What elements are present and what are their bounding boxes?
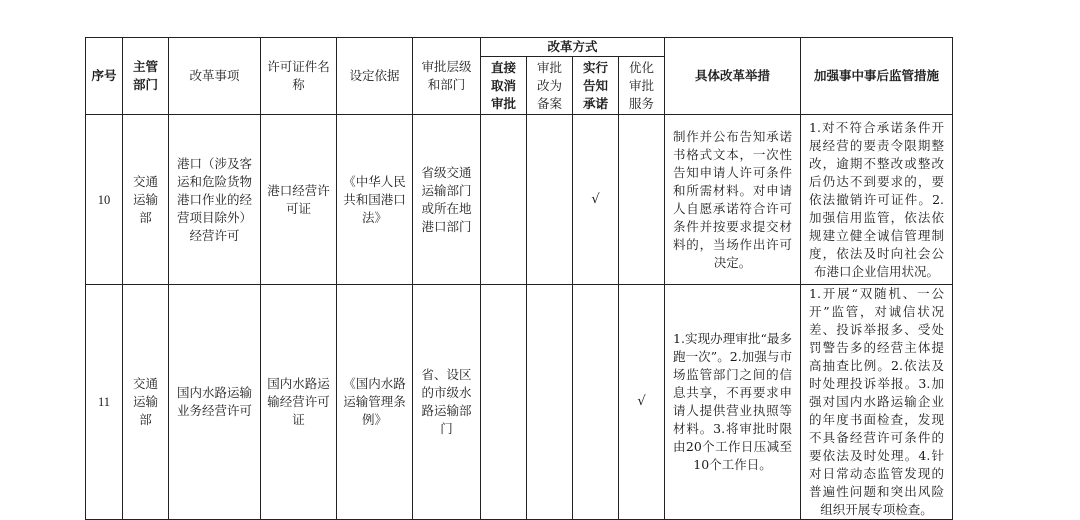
cell-dept: 交通运输部 <box>123 285 169 520</box>
cell-basis: 《国内水路运输管理条例》 <box>337 285 413 520</box>
cell-supervision: 1.开展“双随机、一公开”监管，对诚信状况差、投诉举报多、受处罚警告多的经营主体提高抽查比例。2.依法及时处理投诉举报。3.加强对国内水路运输企业的年度书面检查，发现不具备经营许可条件的要依法及时处理。4.针对日常动态监管发现的普遍性问题和突出风险组织开展专项检查。 <box>801 285 953 520</box>
document-page <box>85 37 953 520</box>
cell-method-cancel <box>481 285 527 520</box>
header-method-cancel: 直接取消审批 <box>481 57 527 115</box>
header-license: 许可证件名称 <box>261 38 337 115</box>
header-measures: 具体改革举措 <box>665 38 801 115</box>
cell-method-optimize <box>619 115 665 285</box>
header-method-optimize: 优化审批服务 <box>619 57 665 115</box>
header-seq: 序号 <box>86 38 123 115</box>
header-supervision: 加强事中事后监管措施 <box>801 38 953 115</box>
cell-method-commitment: √ <box>573 115 619 285</box>
cell-seq: 10 <box>86 115 123 285</box>
cell-seq: 11 <box>86 285 123 520</box>
header-level: 审批层级和部门 <box>413 38 481 115</box>
cell-level: 省级交通运输部门或所在地港口部门 <box>413 115 481 285</box>
cell-level: 省、设区的市级水路运输部门 <box>413 285 481 520</box>
cell-method-optimize: √ <box>619 285 665 520</box>
header-method-group: 改革方式 <box>481 38 665 57</box>
cell-method-filing <box>527 115 573 285</box>
reform-table <box>85 37 953 520</box>
cell-measures: 1.实现办理审批“最多跑一次”。2.加强与市场监管部门之间的信息共享，不再要求申请人提供营业执照等材料。3.将审批时限由20个工作日压减至10个工作日。 <box>665 285 801 520</box>
cell-license: 港口经营许可证 <box>261 115 337 285</box>
cell-measures: 制作并公布告知承诺书格式文本，一次性告知申请人许可条件和所需材料。对申请人自愿承诺符合许可条件并按要求提交材料的，当场作出许可决定。 <box>665 115 801 285</box>
cell-item: 港口（涉及客运和危险货物港口作业的经营项目除外）经营许可 <box>169 115 261 285</box>
table-row <box>86 115 953 285</box>
cell-item: 国内水路运输业务经营许可 <box>169 285 261 520</box>
cell-basis: 《中华人民共和国港口法》 <box>337 115 413 285</box>
cell-method-commitment <box>573 285 619 520</box>
header-method-filing: 审批改为备案 <box>527 57 573 115</box>
header-item: 改革事项 <box>169 38 261 115</box>
header-method-commitment: 实行告知承诺 <box>573 57 619 115</box>
cell-dept: 交通运输部 <box>123 115 169 285</box>
table-row <box>86 285 953 520</box>
cell-method-filing <box>527 285 573 520</box>
header-dept: 主管部门 <box>123 38 169 115</box>
header-basis: 设定依据 <box>337 38 413 115</box>
header-row-1 <box>86 38 953 57</box>
cell-method-cancel <box>481 115 527 285</box>
cell-license: 国内水路运输经营许可证 <box>261 285 337 520</box>
cell-supervision: 1.对不符合承诺条件开展经营的要责令限期整改，逾期不整改或整改后仍达不到要求的，要依法撤销许可证件。2.加强信用监管，依法依规建立健全诚信管理制度，依法及时向社会公布港口企业信用状况。 <box>801 115 953 285</box>
